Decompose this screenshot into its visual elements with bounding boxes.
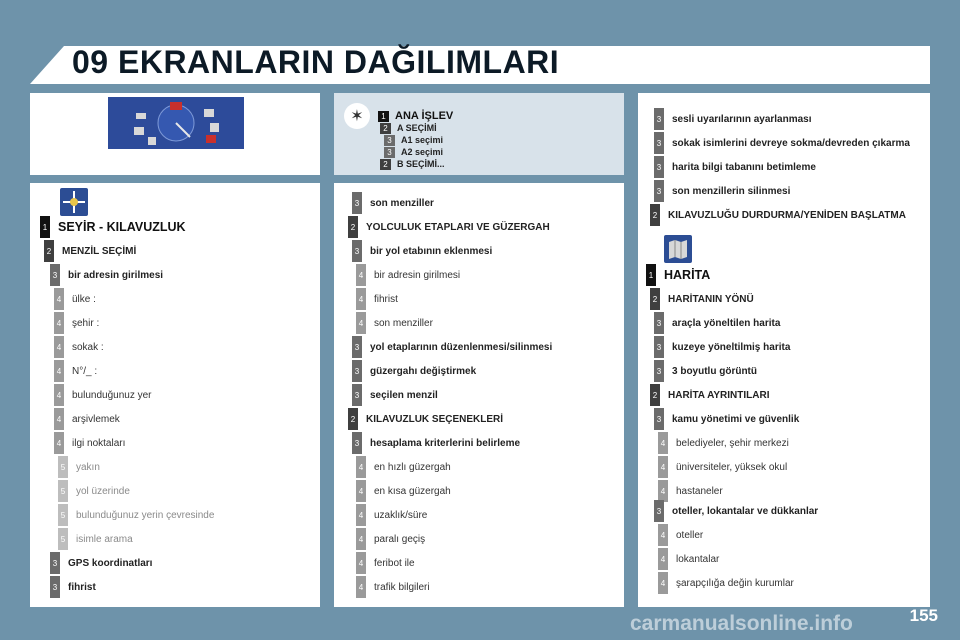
menu-row [654,336,790,358]
level-badge: 4 [54,384,64,406]
level-badge: 4 [356,264,366,286]
level-badge: 4 [658,524,668,546]
legend-text: ANA İŞLEV [395,110,454,122]
level-badge: 4 [658,548,668,570]
level-badge: 3 [654,336,664,358]
level-badge: 5 [58,480,68,502]
menu-row [658,524,703,546]
menu-row [658,456,787,478]
menu-row-text: oteller [676,529,704,541]
menu-row [50,552,152,574]
menu-row-text: bir adresin girilmesi [68,269,164,281]
menu-row [658,480,723,502]
menu-row [658,432,789,454]
level-badge: 4 [54,360,64,382]
menu-row [44,240,136,262]
menu-row [654,500,818,522]
level-badge: 2 [380,159,391,170]
level-badge: 4 [356,312,366,334]
level-badge: 4 [54,408,64,430]
menu-row [58,456,100,478]
level-badge: 3 [50,552,60,574]
menu-row-text: şarapçılığa değin kurumlar [676,577,794,589]
level-badge: 3 [654,180,664,202]
menu-row-text: araçla yöneltilen harita [672,317,781,329]
menu-row [352,432,520,454]
level-badge: 2 [650,288,660,310]
navigation-icon [60,188,88,216]
level-badge: 3 [384,135,395,146]
menu-row [54,408,120,430]
menu-row [50,576,96,598]
menu-row [646,264,710,286]
menu-row [356,456,451,478]
menu-row [654,108,812,130]
menu-row-text: KILAVUZLUĞU DURDURMA/YENİDEN BAŞLATMA [668,209,906,221]
level-badge: 3 [654,312,664,334]
level-badge: 4 [658,456,668,478]
menu-row-text: şehir : [72,317,100,329]
level-badge: 3 [50,576,60,598]
level-badge: 3 [352,360,362,382]
menu-row-text: bulunduğunuz yer [72,389,152,401]
level-badge: 4 [356,528,366,550]
menu-row [54,384,152,406]
menu-row-text: HARİTA [664,268,711,282]
menu-row [352,192,434,214]
menu-row-text: fihrist [68,581,96,593]
menu-row [654,156,816,178]
level-badge: 5 [58,528,68,550]
legend-text: A SEÇİMİ [397,123,437,133]
menu-row-text: yol üzerinde [76,485,130,497]
level-badge: 4 [356,552,366,574]
level-badge: 4 [356,480,366,502]
level-badge: 4 [356,576,366,598]
level-badge: 2 [348,216,358,238]
menu-row-text: N°/_ : [72,365,98,377]
menu-row-text: sokak isimlerini devreye sokma/devreden çıkarma [672,137,910,149]
menu-row [356,504,427,526]
menu-row [54,288,96,310]
menu-row-text: bulunduğunuz yerin çevresinde [76,509,215,521]
menu-row [658,548,719,570]
menu-row [58,480,130,502]
level-badge: 1 [40,216,50,238]
level-badge: 4 [54,312,64,334]
map-icon [664,235,692,263]
menu-row [356,528,425,550]
menu-row-text: uzaklık/süre [374,509,428,521]
menu-row-text: hastaneler [676,485,723,497]
level-badge: 3 [654,360,664,382]
menu-row [54,432,125,454]
menu-row-text: oteller, lokantalar ve dükkanlar [672,505,819,517]
menu-row [356,480,451,502]
menu-row [356,288,398,310]
menu-row [650,204,906,226]
menu-row-text: son menzillerin silinmesi [672,185,791,197]
menu-row-text: fihrist [374,293,398,305]
menu-row [54,336,104,358]
level-badge: 5 [58,504,68,526]
menu-row-text: feribot ile [374,557,415,569]
menu-row-text: belediyeler, şehir merkezi [676,437,789,449]
menu-row-text: SEYİR - KILAVUZLUK [58,220,186,234]
menu-row [654,408,799,430]
menu-row-text: kamu yönetimi ve güvenlik [672,413,800,425]
menu-row-text: son menziller [370,197,434,209]
menu-row-text: MENZİL SEÇİMİ [62,245,137,257]
menu-row-text: lokantalar [676,553,720,565]
level-badge: 3 [352,432,362,454]
level-badge: 2 [44,240,54,262]
menu-row-text: seçilen menzil [370,389,438,401]
menu-row-text: sokak : [72,341,104,353]
menu-row-text: sesli uyarılarının ayarlanması [672,113,812,125]
menu-row [54,312,99,334]
level-badge: 3 [654,156,664,178]
level-badge: 1 [646,264,656,286]
level-badge: 1 [378,111,389,122]
menu-row [650,288,754,310]
menu-row [654,132,910,154]
menu-row-text: trafik bilgileri [374,581,430,593]
level-badge: 4 [356,504,366,526]
level-badge: 5 [58,456,68,478]
level-badge: 4 [658,480,668,502]
menu-row-text: HARİTA AYRINTILARI [668,389,770,401]
menu-row [356,552,415,574]
level-badge: 4 [658,432,668,454]
menu-row [352,360,476,382]
menu-row-text: yakın [76,461,100,473]
menu-row [650,384,769,406]
menu-row-text: ilgi noktaları [72,437,126,449]
level-badge: 4 [658,572,668,594]
menu-row-text: hesaplama kriterlerini belirleme [370,437,521,449]
legend-row [380,157,445,171]
level-badge: 3 [384,147,395,158]
level-badge: 3 [50,264,60,286]
menu-row [356,576,430,598]
menu-row-text: en kısa güzergah [374,485,451,497]
menu-row-text: paralı geçiş [374,533,426,545]
level-badge: 4 [356,456,366,478]
page-number: 155 [909,606,938,625]
watermark: carmanualsonline.info [630,612,853,635]
menu-row [356,312,433,334]
menu-row-text: isimle arama [76,533,133,545]
legend-text: A1 seçimi [401,135,444,145]
menu-row-text: harita bilgi tabanını betimleme [672,161,816,173]
level-badge: 2 [650,384,660,406]
level-badge: 2 [348,408,358,430]
legend-panel [334,93,624,175]
menu-row-text: YOLCULUK ETAPLARI VE GÜZERGAH [366,221,550,233]
menu-row [654,180,790,202]
main-menu-screen-image [108,97,244,149]
legend-text: A2 seçimi [401,147,444,157]
level-badge: 3 [654,500,664,522]
level-badge: 4 [54,336,64,358]
level-badge: 3 [352,240,362,262]
level-badge: 3 [654,132,664,154]
level-badge: 3 [654,408,664,430]
level-badge: 3 [352,192,362,214]
menu-row-text: KILAVUZLUK SEÇENEKLERİ [366,413,504,425]
level-badge: 2 [650,204,660,226]
level-badge: 2 [380,123,391,134]
menu-row-text: GPS koordinatları [68,557,153,569]
menu-row [40,216,186,238]
menu-row [352,384,438,406]
menu-row-text: 3 boyutlu görüntü [672,365,757,377]
menu-row [348,216,550,238]
level-badge: 3 [654,108,664,130]
menu-row [50,264,163,286]
main-screen-panel [30,93,320,175]
menu-row [356,264,460,286]
menu-row-text: yol etaplarının düzenlenmesi/silinmesi [370,341,553,353]
menu-row-text: en hızlı güzergah [374,461,451,473]
menu-row-text: üniversiteler, yüksek okul [676,461,788,473]
level-badge: 3 [352,384,362,406]
menu-row [352,240,492,262]
level-badge: 4 [356,288,366,310]
menu-row [654,360,757,382]
sun-icon: ✶ [344,103,370,129]
menu-row-text: son menziller [374,317,433,329]
menu-row-text: bir yol etabının eklenmesi [370,245,493,257]
menu-row-text: HARİTANIN YÖNÜ [668,293,754,305]
menu-row-text: kuzeye yöneltilmiş harita [672,341,791,353]
menu-row [348,408,503,430]
level-badge: 4 [54,288,64,310]
menu-row [352,336,552,358]
menu-row [658,572,794,594]
menu-row [58,504,214,526]
menu-row [54,360,97,382]
menu-row [58,528,133,550]
menu-row-text: bir adresin girilmesi [374,269,461,281]
level-badge: 4 [54,432,64,454]
menu-row [654,312,780,334]
menu-row-text: arşivlemek [72,413,120,425]
level-badge: 3 [352,336,362,358]
menu-row-text: ülke : [72,293,96,305]
menu-row-text: güzergahı değiştirmek [370,365,477,377]
page-title: 09 EKRANLARIN DAĞILIMLARI [72,44,560,80]
legend-text: B SEÇİMİ... [397,159,445,169]
